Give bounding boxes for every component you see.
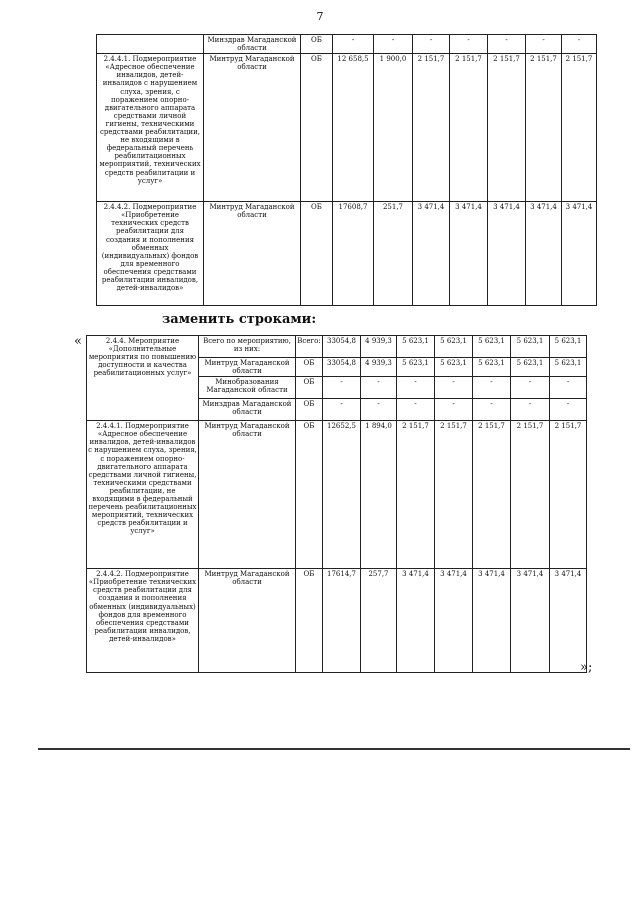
table-row (87, 336, 587, 358)
source-cell: ОБ (296, 399, 323, 421)
value-cell: 5 623,1 (511, 336, 550, 358)
value-cell: 3 471,4 (397, 569, 435, 673)
source-cell: ОБ (296, 569, 323, 673)
value-cell: 2 151,7 (413, 54, 450, 202)
source-cell: ОБ (301, 35, 333, 54)
row-name: 2.4.4.1. Подмероприятие «Адресное обеспечение инвалидов, детей-инвалидов с нарушением слуха, зрения, с поражением опорно-двигательного аппарата средствами личной гигиены, техническими средствами реабилитации, не входящими в федеральный перечень реабилитационных мероприятий, технических средств реабилитации и услуг» (97, 54, 204, 202)
executor-cell: Минздрав Магаданской области (204, 35, 301, 54)
table-top (96, 34, 597, 306)
row-name (97, 35, 204, 54)
value-cell: 2 151,7 (562, 54, 597, 202)
value-cell: 3 471,4 (550, 569, 587, 673)
table-bottom (86, 335, 587, 673)
source-cell: ОБ (296, 358, 323, 377)
value-cell: 5 623,1 (397, 336, 435, 358)
table-row (97, 54, 597, 202)
closing-quote: »; (580, 660, 593, 675)
value-cell: 1 894,0 (361, 421, 397, 569)
value-cell: 2 151,7 (473, 421, 511, 569)
value-cell: 5 623,1 (511, 358, 550, 377)
value-cell: 2 151,7 (488, 54, 526, 202)
value-cell: - (550, 377, 587, 399)
value-cell: - (473, 377, 511, 399)
value-cell: 2 151,7 (397, 421, 435, 569)
value-cell: - (361, 377, 397, 399)
table-row (87, 569, 587, 673)
replace-heading: заменить строками: (162, 312, 317, 327)
row-name: 2.4.4.2. Подмероприятие «Приобретение технических средств реабилитации для создания и пополнения обменных (индивидуальных) фондов для временного обеспечения средствами реабилитации инвалидов, детей-инвалидов» (87, 569, 199, 673)
value-cell: 5 623,1 (550, 358, 587, 377)
value-cell: 5 623,1 (473, 336, 511, 358)
opening-quote: « (74, 334, 82, 349)
executor-cell: Минтруд Магаданской области (204, 202, 301, 306)
value-cell: - (450, 35, 488, 54)
value-cell: 17614,7 (323, 569, 361, 673)
value-cell: 2 151,7 (450, 54, 488, 202)
source-cell: ОБ (296, 377, 323, 399)
value-cell: 33054,8 (323, 336, 361, 358)
row-name: 2.4.4. Мероприятие «Дополнительные мероприятия по повышению доступности и качества реабилитационных услуг» (87, 336, 199, 421)
value-cell: 2 151,7 (511, 421, 550, 569)
value-cell: 3 471,4 (511, 569, 550, 673)
value-cell: 3 471,4 (435, 569, 473, 673)
value-cell: 2 151,7 (550, 421, 587, 569)
value-cell: - (550, 399, 587, 421)
source-cell: ОБ (301, 202, 333, 306)
value-cell: 257,7 (361, 569, 397, 673)
value-cell: - (333, 35, 374, 54)
executor-cell: Минтруд Магаданской области (199, 421, 296, 569)
footer-rule (38, 748, 630, 750)
value-cell: - (435, 399, 473, 421)
value-cell: - (562, 35, 597, 54)
value-cell: - (413, 35, 450, 54)
table-row (97, 35, 597, 54)
row-name: 2.4.4.2. Подмероприятие «Приобретение технических средств реабилитации для создания и пополнения обменных (индивидуальных) фондов для временного обеспечения средствами реабилитации инвалидов, детей-инвалидов» (97, 202, 204, 306)
value-cell: 5 623,1 (397, 358, 435, 377)
value-cell: 3 471,4 (450, 202, 488, 306)
value-cell: 251,7 (374, 202, 413, 306)
table-row (97, 202, 597, 306)
value-cell: - (323, 377, 361, 399)
table-row (87, 421, 587, 569)
value-cell: 5 623,1 (550, 336, 587, 358)
value-cell: - (511, 377, 550, 399)
value-cell: 5 623,1 (435, 358, 473, 377)
executor-cell: Минтруд Магаданской области (204, 54, 301, 202)
value-cell: 5 623,1 (435, 336, 473, 358)
value-cell: 3 471,4 (526, 202, 562, 306)
source-cell: Всего: (296, 336, 323, 358)
value-cell: 12652,5 (323, 421, 361, 569)
value-cell: 3 471,4 (413, 202, 450, 306)
value-cell: - (397, 399, 435, 421)
value-cell: - (397, 377, 435, 399)
executor-cell: Минздрав Магаданской области (199, 399, 296, 421)
value-cell: - (435, 377, 473, 399)
value-cell: 4 939,3 (361, 336, 397, 358)
value-cell: 12 658,5 (333, 54, 374, 202)
value-cell: 2 151,7 (526, 54, 562, 202)
source-cell: ОБ (301, 54, 333, 202)
executor-cell: Минтруд Магаданской области (199, 358, 296, 377)
value-cell: 3 471,4 (473, 569, 511, 673)
page-number: 7 (316, 10, 324, 23)
value-cell: - (374, 35, 413, 54)
value-cell: - (361, 399, 397, 421)
value-cell: 1 900,0 (374, 54, 413, 202)
value-cell: 5 623,1 (473, 358, 511, 377)
value-cell: 33054,8 (323, 358, 361, 377)
executor-cell: Минобразования Магаданской области (199, 377, 296, 399)
value-cell: 3 471,4 (488, 202, 526, 306)
executor-cell: Всего по мероприятию, из них: (199, 336, 296, 358)
value-cell: 4 939,3 (361, 358, 397, 377)
source-cell: ОБ (296, 421, 323, 569)
value-cell: 3 471,4 (562, 202, 597, 306)
executor-cell: Минтруд Магаданской области (199, 569, 296, 673)
row-name: 2.4.4.1. Подмероприятие «Адресное обеспечение инвалидов, детей-инвалидов с нарушением слуха, зрения, с поражением опорно-двигательного аппарата средствами личной гигиены, техническими средствами реабилитации, не входящими в федеральный перечень реабилитационных мероприятий, технических средств реабилитации и услуг» (87, 421, 199, 569)
value-cell: - (473, 399, 511, 421)
value-cell: - (488, 35, 526, 54)
value-cell: 17608,7 (333, 202, 374, 306)
value-cell: - (526, 35, 562, 54)
value-cell: 2 151,7 (435, 421, 473, 569)
value-cell: - (511, 399, 550, 421)
value-cell: - (323, 399, 361, 421)
